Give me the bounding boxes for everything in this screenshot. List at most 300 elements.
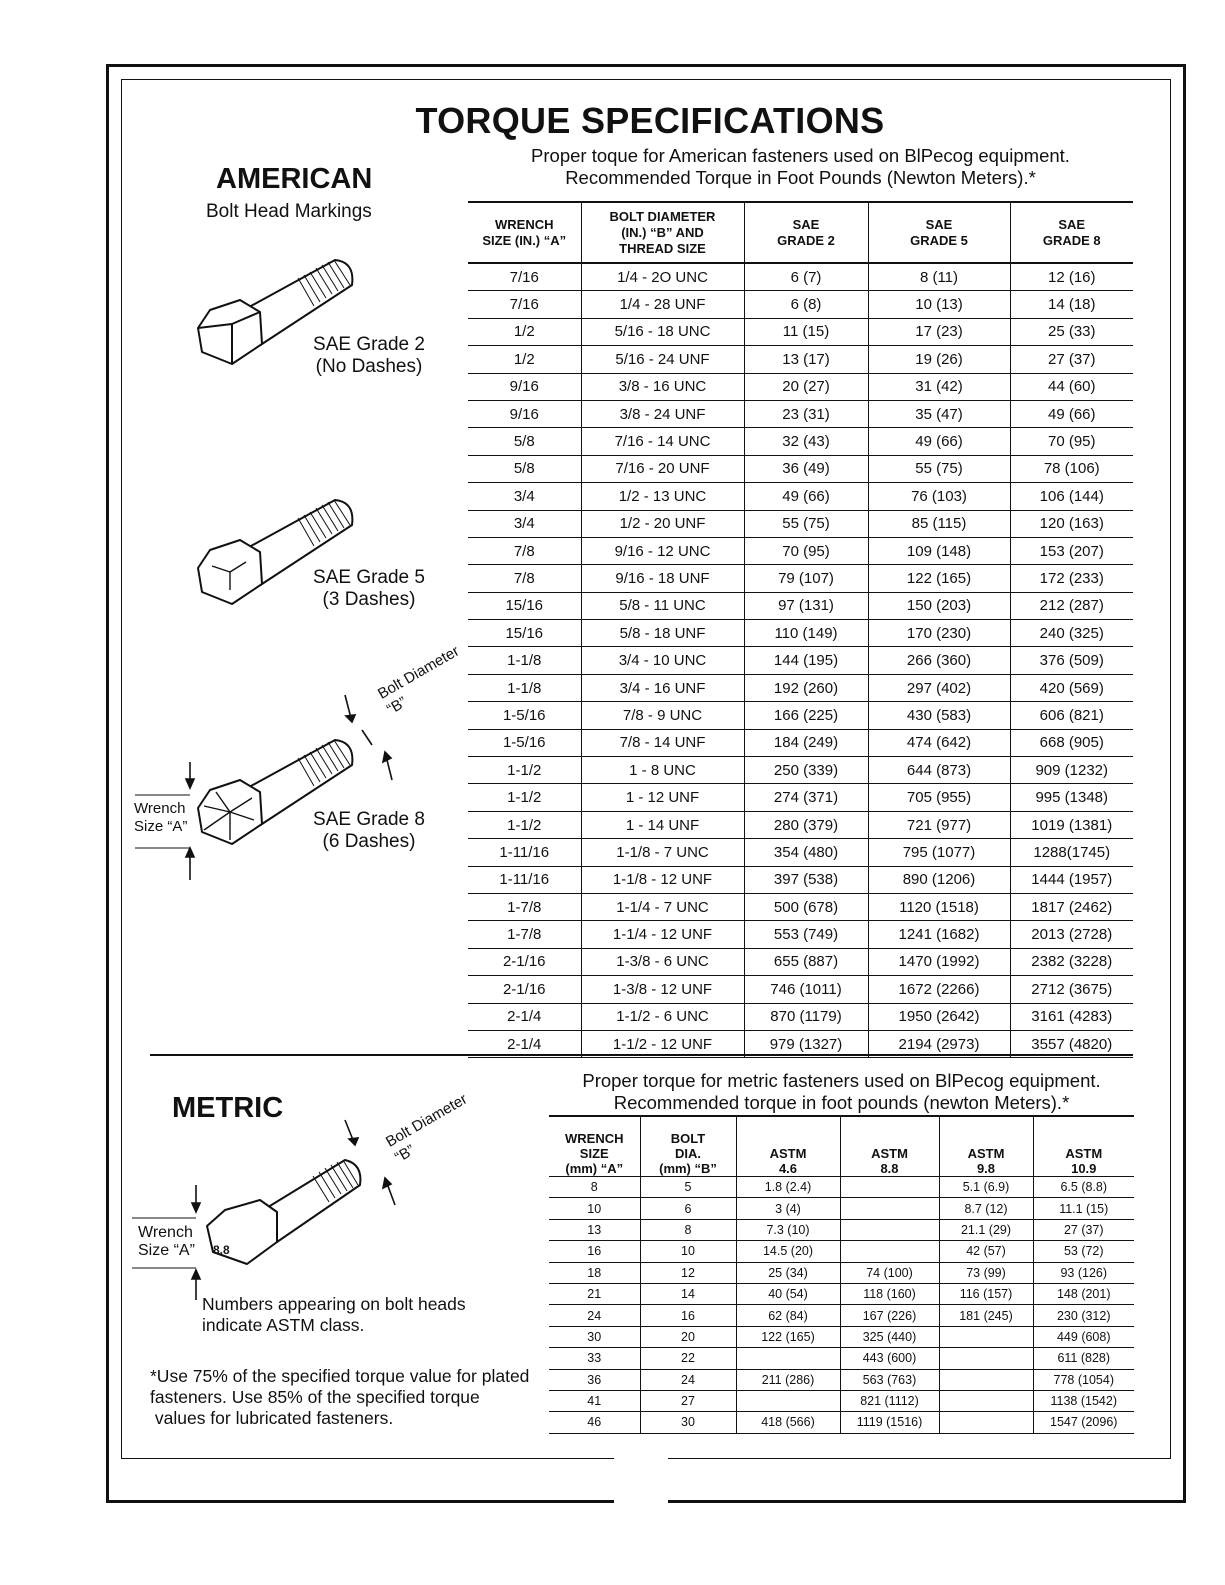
- metric-cell: 148 (201): [1033, 1283, 1134, 1304]
- american-cell: 1-1/2: [468, 811, 581, 838]
- table-row: [549, 1305, 1134, 1326]
- table-row: [468, 428, 1133, 455]
- metric-cell: 821 (1112): [840, 1390, 939, 1411]
- metric-cell: 30: [549, 1326, 640, 1347]
- metric-cell: 46: [549, 1412, 640, 1433]
- american-cell: 1/2: [468, 346, 581, 373]
- american-cell: 500 (678): [744, 893, 868, 920]
- american-header-text: THREAD SIZE: [619, 240, 706, 256]
- grade2-name: SAE Grade 2: [313, 334, 425, 355]
- american-cell: 122 (165): [868, 565, 1010, 592]
- footnote-line3: values for lubricated fasteners.: [150, 1408, 394, 1428]
- american-cell: 10 (13): [868, 291, 1010, 318]
- metric-cell: 20: [640, 1326, 736, 1347]
- american-cell: 27 (37): [1010, 346, 1133, 373]
- american-cell: 1470 (1992): [868, 948, 1010, 975]
- american-cell: 55 (75): [744, 510, 868, 537]
- metric-cell: 6: [640, 1198, 736, 1219]
- table-row: [468, 346, 1133, 373]
- metric-cell: [939, 1390, 1033, 1411]
- american-cell: 184 (249): [744, 729, 868, 756]
- american-cell: 1 - 8 UNC: [581, 757, 744, 784]
- american-cell: 49 (66): [868, 428, 1010, 455]
- american-cell: 7/16: [468, 263, 581, 291]
- metric-cell: 16: [640, 1305, 736, 1326]
- american-cell: 7/8 - 9 UNC: [581, 702, 744, 729]
- american-cell: 1 - 14 UNF: [581, 811, 744, 838]
- metric-cell: 25 (34): [736, 1262, 840, 1283]
- american-cell: 5/16 - 18 UNC: [581, 318, 744, 345]
- american-cell: 1241 (1682): [868, 921, 1010, 948]
- american-cell: 35 (47): [868, 400, 1010, 427]
- metric-cell: [736, 1348, 840, 1369]
- american-wrench-label: [134, 800, 187, 836]
- american-header-text: GRADE 2: [777, 232, 835, 248]
- american-subheading: Bolt Head Markings: [206, 201, 372, 222]
- table-row: [468, 400, 1133, 427]
- metric-cell: [736, 1390, 840, 1411]
- metric-header-text: 9.8: [976, 1161, 996, 1176]
- metric-header-text: ASTM: [967, 1146, 1005, 1161]
- table-row: [468, 702, 1133, 729]
- american-cell: 7/16: [468, 291, 581, 318]
- american-cell: 70 (95): [1010, 428, 1133, 455]
- american-cell: 9/16 - 12 UNC: [581, 537, 744, 564]
- american-cell: 110 (149): [744, 620, 868, 647]
- metric-cell: 1547 (2096): [1033, 1412, 1134, 1433]
- american-cell: 1-3/8 - 12 UNF: [581, 976, 744, 1003]
- american-header-text: SAE: [792, 216, 820, 232]
- metric-cell: 21: [549, 1283, 640, 1304]
- american-cell: 795 (1077): [868, 839, 1010, 866]
- american-cell: 1/4 - 28 UNF: [581, 291, 744, 318]
- metric-header-col-1: [640, 1116, 736, 1177]
- american-cell: 1672 (2266): [868, 976, 1010, 1003]
- metric-cell: 325 (440): [840, 1326, 939, 1347]
- metric-head-marking: 8.8: [213, 1243, 230, 1257]
- metric-cell: 73 (99): [939, 1262, 1033, 1283]
- metric-cell: 74 (100): [840, 1262, 939, 1283]
- american-cell: 655 (887): [744, 948, 868, 975]
- american-cell: 13 (17): [744, 346, 868, 373]
- metric-cell: 118 (160): [840, 1283, 939, 1304]
- metric-cell: 5: [640, 1177, 736, 1198]
- table-row: [468, 893, 1133, 920]
- metric-cell: 3 (4): [736, 1198, 840, 1219]
- metric-cell: 778 (1054): [1033, 1369, 1134, 1390]
- metric-cell: 8: [640, 1219, 736, 1240]
- american-cell: 212 (287): [1010, 592, 1133, 619]
- american-cell: 3/4: [468, 510, 581, 537]
- american-header-text: SAE: [1058, 216, 1086, 232]
- metric-cell: 14: [640, 1283, 736, 1304]
- metric-header-col-0: [549, 1116, 640, 1177]
- table-row: [468, 592, 1133, 619]
- american-cell: 1-1/2: [468, 784, 581, 811]
- american-cell: 6 (7): [744, 263, 868, 291]
- american-cell: 31 (42): [868, 373, 1010, 400]
- metric-cell: 11.1 (15): [1033, 1198, 1134, 1219]
- american-cell: 7/8: [468, 537, 581, 564]
- metric-cell: 36: [549, 1369, 640, 1390]
- american-cell: 1-11/16: [468, 839, 581, 866]
- american-header-text: WRENCH: [495, 216, 554, 232]
- metric-header-col-3: [840, 1116, 939, 1177]
- table-row: [468, 674, 1133, 701]
- metric-heading: METRIC: [172, 1092, 284, 1124]
- american-cell: 2-1/16: [468, 948, 581, 975]
- american-cell: 17 (23): [868, 318, 1010, 345]
- american-cell: 280 (379): [744, 811, 868, 838]
- metric-cell: 563 (763): [840, 1369, 939, 1390]
- american-cell: 266 (360): [868, 647, 1010, 674]
- american-cell: 166 (225): [744, 702, 868, 729]
- metric-cell: 62 (84): [736, 1305, 840, 1326]
- american-cell: 97 (131): [744, 592, 868, 619]
- american-intro: [468, 145, 1133, 189]
- metric-header-text: 4.6: [778, 1161, 798, 1176]
- metric-cell: 27: [640, 1390, 736, 1411]
- metric-cell: 40 (54): [736, 1283, 840, 1304]
- table-row: [468, 757, 1133, 784]
- american-cell: 9/16: [468, 373, 581, 400]
- metric-cell: 10: [640, 1241, 736, 1262]
- grade5-label: [304, 567, 434, 611]
- metric-intro-line2: Recommended torque in foot pounds (newton Meters).*: [613, 1092, 1070, 1113]
- metric-cell: [840, 1241, 939, 1262]
- metric-header-text: 10.9: [1071, 1161, 1097, 1176]
- metric-cell: 53 (72): [1033, 1241, 1134, 1262]
- metric-header-text: ASTM: [769, 1146, 807, 1161]
- american-cell: 2712 (3675): [1010, 976, 1133, 1003]
- american-intro-line2: Recommended Torque in Foot Pounds (Newton Meters).*: [565, 167, 1036, 188]
- metric-cell: 181 (245): [939, 1305, 1033, 1326]
- metric-header-col-4: [939, 1116, 1033, 1177]
- american-cell: 3/4: [468, 483, 581, 510]
- american-cell: 76 (103): [868, 483, 1010, 510]
- american-cell: 5/8: [468, 428, 581, 455]
- american-cell: 5/8: [468, 455, 581, 482]
- metric-cell: 30: [640, 1412, 736, 1433]
- american-cell: 1/2: [468, 318, 581, 345]
- table-row: [468, 866, 1133, 893]
- american-cell: 106 (144): [1010, 483, 1133, 510]
- american-cell: 890 (1206): [868, 866, 1010, 893]
- american-cell: 2-1/4: [468, 1003, 581, 1030]
- metric-cell: 10: [549, 1198, 640, 1219]
- american-cell: 153 (207): [1010, 537, 1133, 564]
- grade5-name: SAE Grade 5: [313, 567, 425, 588]
- american-cell: 240 (325): [1010, 620, 1133, 647]
- metric-header-text: SIZE: [579, 1146, 609, 1161]
- metric-cell: 6.5 (8.8): [1033, 1177, 1134, 1198]
- metric-cell: [939, 1326, 1033, 1347]
- metric-cell: 8: [549, 1177, 640, 1198]
- american-cell: 3/4 - 16 UNF: [581, 674, 744, 701]
- frame-gap: [614, 1440, 668, 1510]
- american-cell: 9/16 - 18 UNF: [581, 565, 744, 592]
- metric-cell: 42 (57): [939, 1241, 1033, 1262]
- table-row: [549, 1348, 1134, 1369]
- metric-header-text: ASTM: [1065, 1146, 1103, 1161]
- american-header-text: GRADE 8: [1042, 232, 1101, 248]
- american-intro-line1: Proper toque for American fasteners used on BlPecog equipment.: [531, 145, 1070, 166]
- american-cell: 1-3/8 - 6 UNC: [581, 948, 744, 975]
- section-divider: [150, 1054, 1133, 1056]
- american-cell: 7/8: [468, 565, 581, 592]
- metric-cell: 22: [640, 1348, 736, 1369]
- american-cell: 79 (107): [744, 565, 868, 592]
- metric-cell: 122 (165): [736, 1326, 840, 1347]
- american-cell: 721 (977): [868, 811, 1010, 838]
- footnote: [150, 1366, 540, 1429]
- american-cell: 3/8 - 16 UNC: [581, 373, 744, 400]
- american-cell: 1-1/8 - 7 UNC: [581, 839, 744, 866]
- american-header-text: SAE: [925, 216, 953, 232]
- metric-header-text: (mm) “B”: [659, 1161, 717, 1176]
- american-cell: 15/16: [468, 620, 581, 647]
- table-row: [549, 1219, 1134, 1240]
- american-cell: 1/2 - 13 UNC: [581, 483, 744, 510]
- metric-cell: 8.7 (12): [939, 1198, 1033, 1219]
- american-cell: 5/8 - 18 UNF: [581, 620, 744, 647]
- american-cell: 474 (642): [868, 729, 1010, 756]
- table-row: [468, 565, 1133, 592]
- american-header-text: (IN.) “B” AND: [621, 224, 704, 240]
- american-cell: 2-1/16: [468, 976, 581, 1003]
- metric-cell: 12: [640, 1262, 736, 1283]
- american-torque-table: [468, 201, 1133, 1058]
- american-header-text: SIZE (IN.) “A”: [482, 232, 567, 248]
- metric-cell: [840, 1177, 939, 1198]
- metric-header-text: DIA.: [675, 1146, 701, 1161]
- grade8-marking: (6 Dashes): [322, 831, 416, 852]
- american-cell: 995 (1348): [1010, 784, 1133, 811]
- american-cell: 78 (106): [1010, 455, 1133, 482]
- american-cell: 9/16: [468, 400, 581, 427]
- american-wrench-label-line2: Size “A”: [134, 818, 188, 835]
- american-header-col-2: [744, 202, 868, 263]
- table-row: [468, 537, 1133, 564]
- metric-cell: 21.1 (29): [939, 1219, 1033, 1240]
- table-row: [468, 839, 1133, 866]
- metric-cell: [939, 1412, 1033, 1433]
- metric-wrench-label-line1: Wrench: [138, 1224, 193, 1241]
- table-row: [468, 510, 1133, 537]
- metric-wrench-label: [138, 1224, 195, 1260]
- metric-cell: [939, 1348, 1033, 1369]
- metric-cell: 449 (608): [1033, 1326, 1134, 1347]
- metric-intro: [549, 1070, 1134, 1114]
- table-row: [468, 620, 1133, 647]
- american-header-col-1: [581, 202, 744, 263]
- metric-cell: 24: [640, 1369, 736, 1390]
- metric-cell: 33: [549, 1348, 640, 1369]
- metric-header-col-5: [1033, 1116, 1134, 1177]
- american-cell: 1120 (1518): [868, 893, 1010, 920]
- metric-cell: 41: [549, 1390, 640, 1411]
- american-cell: 1-1/4 - 7 UNC: [581, 893, 744, 920]
- american-cell: 376 (509): [1010, 647, 1133, 674]
- american-cell: 19 (26): [868, 346, 1010, 373]
- american-cell: 5/16 - 24 UNF: [581, 346, 744, 373]
- american-cell: 1-7/8: [468, 921, 581, 948]
- table-row: [549, 1283, 1134, 1304]
- metric-wrench-label-line2: Size “A”: [138, 1242, 195, 1259]
- metric-cell: 16: [549, 1241, 640, 1262]
- table-row: [549, 1241, 1134, 1262]
- metric-intro-line1: Proper torque for metric fasteners used on BlPecog equipment.: [582, 1070, 1101, 1091]
- american-cell: 1-1/2 - 12 UNF: [581, 1030, 744, 1057]
- metric-cell: 18: [549, 1262, 640, 1283]
- american-wrench-label-line1: Wrench: [134, 800, 186, 817]
- american-cell: 1-1/2: [468, 757, 581, 784]
- table-row: [468, 318, 1133, 345]
- american-cell: 430 (583): [868, 702, 1010, 729]
- footnote-line2: fasteners. Use 85% of the specified torque: [150, 1387, 480, 1407]
- american-header-col-0: [468, 202, 581, 263]
- american-cell: 1-7/8: [468, 893, 581, 920]
- american-cell: 1-5/16: [468, 702, 581, 729]
- american-cell: 2194 (2973): [868, 1030, 1010, 1057]
- metric-bolt-diameter-label: Bolt Diameter “B”: [383, 1090, 471, 1167]
- metric-header-text: WRENCH: [565, 1131, 624, 1146]
- table-row: [468, 455, 1133, 482]
- american-cell: 420 (569): [1010, 674, 1133, 701]
- grade2-label: [304, 334, 434, 378]
- metric-cell: 1119 (1516): [840, 1412, 939, 1433]
- american-header-text: GRADE 5: [910, 232, 968, 248]
- american-cell: 354 (480): [744, 839, 868, 866]
- american-cell: 15/16: [468, 592, 581, 619]
- table-row: [468, 291, 1133, 318]
- american-cell: 979 (1327): [744, 1030, 868, 1057]
- american-cell: 746 (1011): [744, 976, 868, 1003]
- metric-header-col-2: [736, 1116, 840, 1177]
- page-title: TORQUE SPECIFICATIONS: [415, 100, 885, 141]
- american-header-text: BOLT DIAMETER: [609, 208, 716, 224]
- american-cell: 668 (905): [1010, 729, 1133, 756]
- metric-cell: 7.3 (10): [736, 1219, 840, 1240]
- american-cell: 36 (49): [744, 455, 868, 482]
- metric-class-note: [202, 1294, 466, 1336]
- american-cell: 250 (339): [744, 757, 868, 784]
- metric-cell: 418 (566): [736, 1412, 840, 1433]
- table-row: [468, 1003, 1133, 1030]
- american-table-body: [468, 263, 1133, 1058]
- metric-cell: 13: [549, 1219, 640, 1240]
- table-row: [549, 1390, 1134, 1411]
- table-row: [549, 1412, 1134, 1433]
- american-cell: 172 (233): [1010, 565, 1133, 592]
- american-cell: 11 (15): [744, 318, 868, 345]
- metric-cell: 611 (828): [1033, 1348, 1134, 1369]
- metric-torque-table: [549, 1115, 1134, 1434]
- american-cell: 25 (33): [1010, 318, 1133, 345]
- metric-header-text: BOLT: [670, 1131, 706, 1146]
- american-cell: 85 (115): [868, 510, 1010, 537]
- american-cell: 70 (95): [744, 537, 868, 564]
- american-cell: 274 (371): [744, 784, 868, 811]
- american-cell: 1/2 - 20 UNF: [581, 510, 744, 537]
- metric-cell: 14.5 (20): [736, 1241, 840, 1262]
- american-cell: 6 (8): [744, 291, 868, 318]
- metric-cell: 443 (600): [840, 1348, 939, 1369]
- metric-cell: 211 (286): [736, 1369, 840, 1390]
- american-cell: 297 (402): [868, 674, 1010, 701]
- american-table-header: [468, 202, 1133, 263]
- american-cell: 1950 (2642): [868, 1003, 1010, 1030]
- american-cell: 3/8 - 24 UNF: [581, 400, 744, 427]
- table-row: [468, 729, 1133, 756]
- american-cell: 8 (11): [868, 263, 1010, 291]
- american-cell: 109 (148): [868, 537, 1010, 564]
- american-cell: 49 (66): [744, 483, 868, 510]
- american-cell: 2382 (3228): [1010, 948, 1133, 975]
- table-row: [549, 1326, 1134, 1347]
- american-bolt-diameter-label: Bolt Diameter “B”: [375, 642, 463, 719]
- footnote-line1: *Use 75% of the specified torque value for plated: [150, 1366, 530, 1386]
- metric-table-header: [549, 1116, 1134, 1177]
- grade5-marking: (3 Dashes): [322, 589, 416, 610]
- metric-class-note-line1: Numbers appearing on bolt heads: [202, 1294, 466, 1314]
- american-cell: 1-1/8: [468, 647, 581, 674]
- table-row: [549, 1262, 1134, 1283]
- american-cell: 20 (27): [744, 373, 868, 400]
- table-row: [468, 647, 1133, 674]
- table-row: [468, 483, 1133, 510]
- table-row: [468, 976, 1133, 1003]
- table-row: [468, 811, 1133, 838]
- metric-table-body: [549, 1177, 1134, 1434]
- american-cell: 1 - 12 UNF: [581, 784, 744, 811]
- american-cell: 1288(1745): [1010, 839, 1133, 866]
- metric-cell: [840, 1198, 939, 1219]
- table-row: [468, 921, 1133, 948]
- american-header-col-3: [868, 202, 1010, 263]
- table-row: [468, 373, 1133, 400]
- american-cell: 49 (66): [1010, 400, 1133, 427]
- american-cell: 1-1/8 - 12 UNF: [581, 866, 744, 893]
- american-cell: 1-5/16: [468, 729, 581, 756]
- american-cell: 14 (18): [1010, 291, 1133, 318]
- metric-cell: 5.1 (6.9): [939, 1177, 1033, 1198]
- american-header-col-4: [1010, 202, 1133, 263]
- metric-header-text: 8.8: [880, 1161, 899, 1176]
- american-cell: 7/8 - 14 UNF: [581, 729, 744, 756]
- american-cell: 23 (31): [744, 400, 868, 427]
- metric-cell: 27 (37): [1033, 1219, 1134, 1240]
- table-row: [549, 1177, 1134, 1198]
- table-row: [468, 784, 1133, 811]
- american-cell: 553 (749): [744, 921, 868, 948]
- american-cell: 705 (955): [868, 784, 1010, 811]
- metric-cell: 1.8 (2.4): [736, 1177, 840, 1198]
- american-cell: 606 (821): [1010, 702, 1133, 729]
- metric-cell: [939, 1369, 1033, 1390]
- american-cell: 1-1/2 - 6 UNC: [581, 1003, 744, 1030]
- grade8-name: SAE Grade 8: [313, 809, 425, 830]
- american-cell: 1444 (1957): [1010, 866, 1133, 893]
- american-heading: AMERICAN: [216, 163, 373, 195]
- american-cell: 44 (60): [1010, 373, 1133, 400]
- american-cell: 909 (1232): [1010, 757, 1133, 784]
- metric-class-note-line2: indicate ASTM class.: [202, 1315, 365, 1335]
- american-cell: 1-1/8: [468, 674, 581, 701]
- metric-cell: 230 (312): [1033, 1305, 1134, 1326]
- table-row: [549, 1198, 1134, 1219]
- american-cell: 144 (195): [744, 647, 868, 674]
